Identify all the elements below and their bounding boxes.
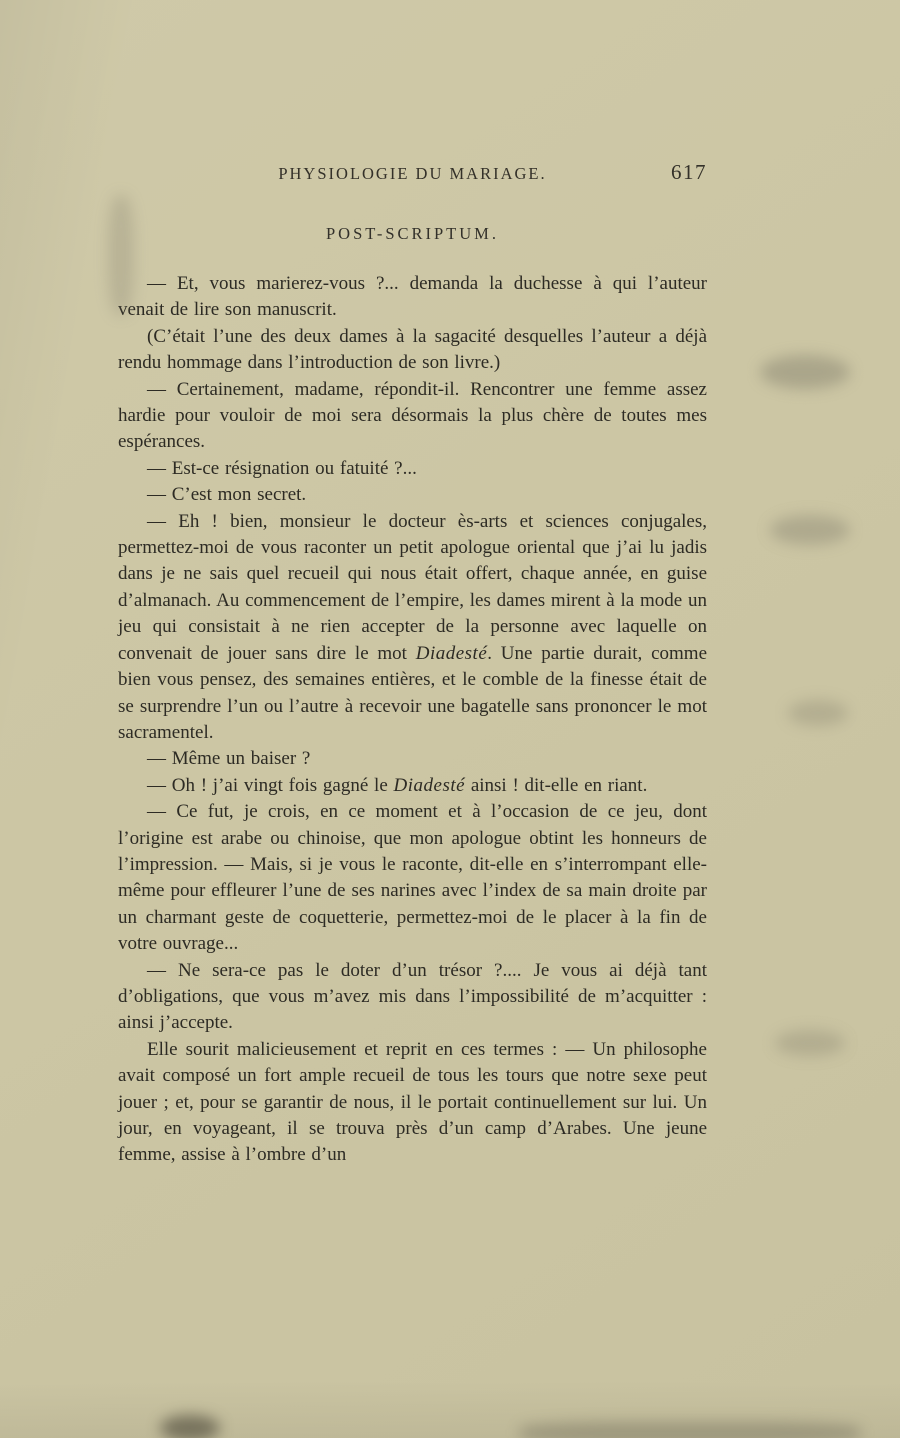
text-segment: — Oh ! j’ai vingt fois gagné le [147,774,394,796]
text-segment: ainsi ! dit-elle en riant. [465,774,648,796]
paragraph [118,799,707,957]
text-segment: — Certainement, madame, répondit-il. Rencontrer une femme assez hardie pour vouloir de moi sera désormais la plus chère de toutes mes espérances. [118,378,707,453]
paragraph [118,482,707,508]
text-segment: — Est-ce résignation ou fatuité ?... [147,457,417,479]
text-segment: — Ce fut, je crois, en ce moment et à l’occasion de ce jeu, dont l’origine est arabe ou chinoise, que mon apologue obtint les honneurs de l’impression. — Mais, si je vous le raconte, dit-elle en s’interrompant elle-même pour effleurer l’une de ses narines avec l’index de sa main droite par un charmant geste de coquetterie, permettez-moi de le placer à la fin de votre ouvrage... [118,801,707,955]
scan-smudge [788,700,848,726]
text-segment: — Ne sera-ce pas le doter d’un trésor ?.... Je vous ai déjà tant d’obligations, que vous m’avez mis dans l’impossibilité de m’acquitter : ainsi j’accepte. [118,959,707,1034]
paragraph [118,509,707,747]
paragraph [118,773,707,799]
text-segment: — Même un baiser ? [147,748,311,770]
paragraph [118,958,707,1037]
scan-smudge [775,1030,845,1056]
paragraph [118,377,707,456]
section-heading: POST-SCRIPTUM. [326,224,499,243]
scan-smudge [770,515,850,545]
text-segment: — Eh ! bien, monsieur le docteur ès-arts et sciences conjugales, permettez-moi de vous raconter un petit apologue oriental que j’ai lu jadis dans je ne sais quel recueil qui nous était offert, chaque année, en guise d’almanach. Au commencement de l’empire, les dames mirent à la mode un jeu qui consistait à ne rien accepter de la personne avec laquelle on convenait de jouer sans dire le mot [118,510,707,664]
text-segment: . Une partie durait, comme bien vous pensez, des semaines entières, et le comble de la finesse était de se surprendre l’un ou l’autre à recevoir une bagatelle sans prononcer le mot sacramentel. [118,642,707,743]
scan-smudge [760,355,850,389]
paragraph [118,271,707,324]
italic-text: Diadesté [393,774,466,796]
paragraph [118,456,707,482]
paragraph [118,1037,707,1169]
body-text [118,271,707,1169]
text-segment: (C’était l’une des deux dames à la sagacité desquelles l’auteur a déjà rendu hommage dans l’introduction de son livre.) [118,325,707,374]
text-segment: — C’est mon secret. [147,484,307,506]
page-number: 617 [671,160,707,184]
paragraph [118,746,707,772]
running-head-title: PHYSIOLOGIE DU MARIAGE. [278,164,547,183]
paragraph [118,324,707,377]
italic-text: Diadesté [415,642,488,664]
running-head [118,160,707,188]
scan-smudge [520,1422,860,1438]
scan-smudge [160,1415,220,1438]
text-segment: — Et, vous marierez-vous ?... demanda la duchesse à qui l’auteur venait de lire son manuscrit. [118,273,707,321]
text-segment: Elle sourit malicieusement et reprit en ces termes : — Un philosophe avait composé un fort ample recueil de tous les tours que notre sexe peut jouer ; et, pour se garantir de nous, il le portait continuellement sur lui. Un jour, en voyageant, il se trouva près d’un camp d’Arabes. Une jeune femme, assise à l’ombre d’un [118,1038,707,1166]
